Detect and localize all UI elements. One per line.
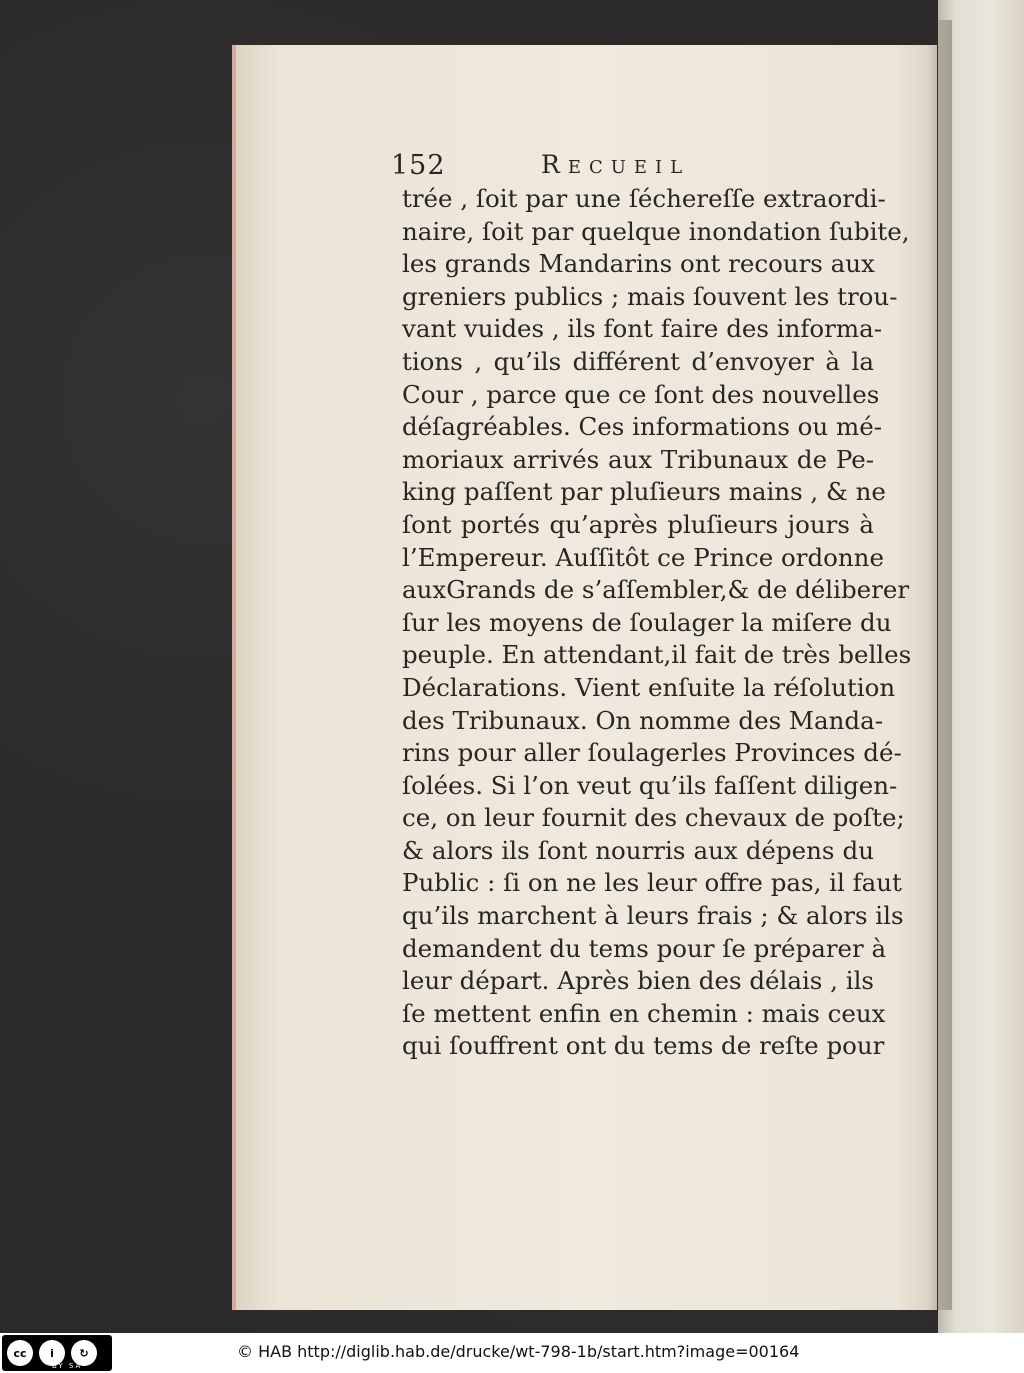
page-edge-shading xyxy=(927,45,937,1310)
text-line: trée , ſoit par une ſéchereſſe extraordi- xyxy=(402,184,886,213)
text-line: naire, ſoit par quelque inondation ſubite, xyxy=(402,216,910,246)
text-line: & alors ils ſont nourris aux dépens du xyxy=(402,835,874,865)
text-line: moriaux arrivés aux Tribunaux de Pe- xyxy=(402,444,874,474)
text-line: ſe mettent enfin en chemin : mais ceux xyxy=(402,998,886,1028)
text-line: Cour , parce que ce ſont des nouvelles xyxy=(402,379,880,409)
footer-bar xyxy=(0,1333,1024,1373)
text-line: peuple. En attendant,il fait de très belles xyxy=(402,640,912,670)
text-line: déſagréables. Ces informations ou mé- xyxy=(402,412,883,442)
text-line: l’Empereur. Auſſitôt ce Prince ordonne xyxy=(402,542,884,572)
text-line: qui ſouffrent ont du tems de reſte pour xyxy=(402,1031,885,1061)
text-line: les grands Mandarins ont recours aux xyxy=(402,249,875,279)
license-sub-label: BY SA xyxy=(52,1362,83,1370)
text-line: auxGrands de s’aſſembler,& de déliberer xyxy=(402,575,910,605)
running-title: Recueil xyxy=(541,150,691,179)
text-line: vant vuides , ils font faire des informa- xyxy=(402,314,883,344)
text-line: king paſſent par pluſieurs mains , & ne xyxy=(402,477,886,507)
page-header xyxy=(391,150,721,186)
text-line: Déclarations. Vient enſuite la réſolution xyxy=(402,672,896,702)
book-page xyxy=(232,45,937,1310)
text-line: greniers publics ; mais ſouvent les trou- xyxy=(402,281,898,311)
text-line: tions , qu’ils différent d’envoyer à la xyxy=(402,346,874,376)
text-line: ſont portés qu’après pluſieurs jours à xyxy=(402,509,874,539)
body-text xyxy=(402,183,912,1063)
license-badge[interactable] xyxy=(2,1335,112,1371)
page-number: 152 xyxy=(391,150,446,181)
text-line: rins pour aller ſoulagerles Provinces dé- xyxy=(402,738,902,768)
by-icon: i xyxy=(39,1340,65,1366)
text-line: ce, on leur fournit des chevaux de poſte; xyxy=(402,803,905,833)
credit-link[interactable]: © HAB http://diglib.hab.de/drucke/wt-798-1b/start.htm?image=00164 xyxy=(237,1342,800,1361)
text-line: leur départ. Après bien des délais , ils xyxy=(402,966,874,996)
sa-icon: ↻ xyxy=(71,1340,97,1366)
text-line: qu’ils marchent à leurs frais ; & alors ils xyxy=(402,901,904,931)
text-line: ſur les moyens de ſoulager la miſere du xyxy=(402,607,892,637)
text-line: ſolées. Si l’on veut qu’ils faſſent diligen- xyxy=(402,770,898,800)
text-line: Public : ſi on ne les leur offre pas, il faut xyxy=(402,868,902,898)
text-line: des Tribunaux. On nomme des Manda- xyxy=(402,705,883,735)
text-line: demandent du tems pour ſe préparer à xyxy=(402,933,887,963)
cc-icon: cc xyxy=(7,1340,33,1366)
